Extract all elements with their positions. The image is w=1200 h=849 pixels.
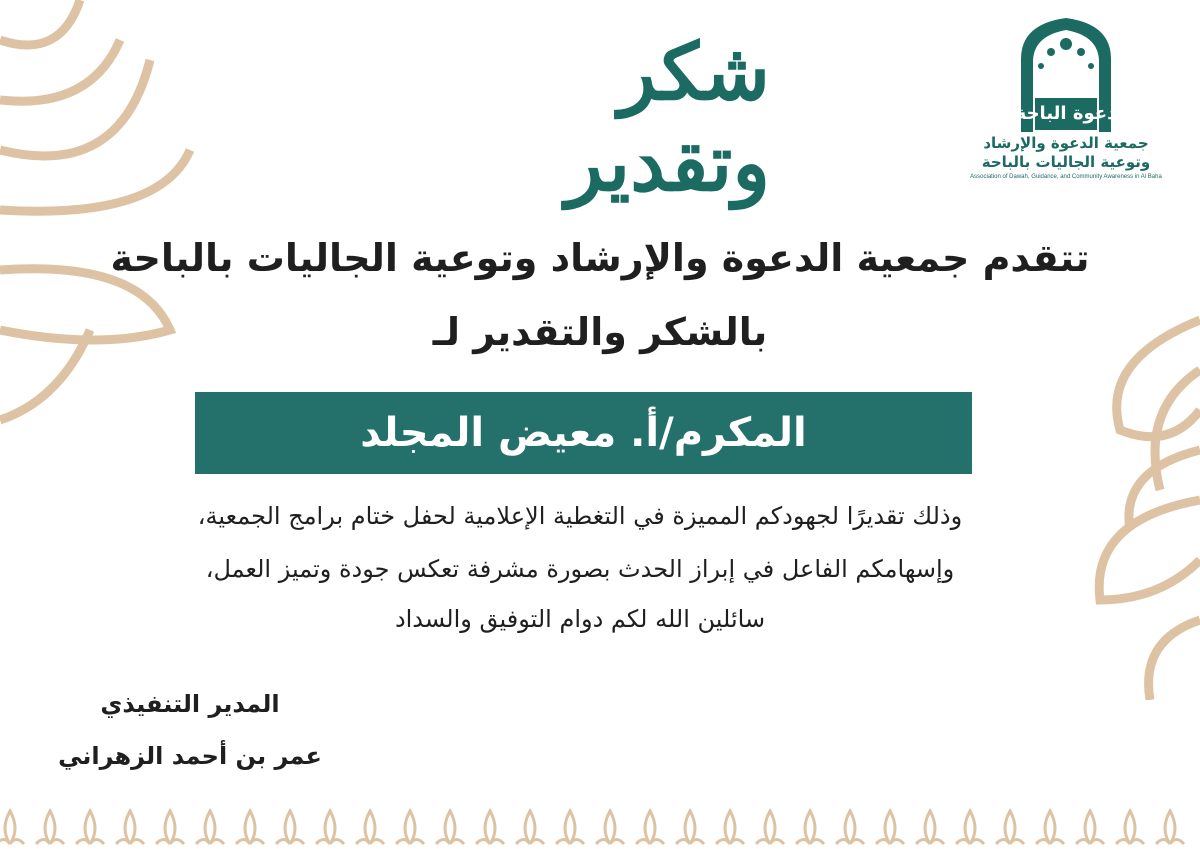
border-motif (1036, 811, 1064, 844)
border-motif (1116, 811, 1144, 844)
border-motif (916, 811, 944, 844)
border-motif (596, 811, 624, 844)
border-motif (0, 811, 24, 844)
border-motif (196, 811, 224, 844)
logo-name-line-1: جمعية الدعوة والإرشاد (983, 134, 1149, 152)
border-motif (436, 811, 464, 844)
logo-name-line-2: وتوعية الجاليات بالباحة (981, 153, 1151, 171)
honoree-name: المكرم/أ. معيض المجلد (360, 410, 807, 456)
border-motif (1156, 811, 1184, 844)
border-motif (956, 811, 984, 844)
border-motif (356, 811, 384, 844)
border-motif (1076, 811, 1104, 844)
border-motif (276, 811, 304, 844)
border-motif (76, 811, 104, 844)
body-line-3: سائلين الله لكم دوام التوفيق والسداد (394, 605, 766, 633)
signature-role: المدير التنفيذي (100, 690, 280, 718)
certificate-title: شكر وتقدير (565, 27, 770, 209)
border-motif (756, 811, 784, 844)
border-motif (316, 811, 344, 844)
signature-name: عمر بن أحمد الزهراني (58, 742, 322, 770)
border-motif (116, 811, 144, 844)
border-motif (796, 811, 824, 844)
honoree-banner (195, 392, 972, 474)
body-line-1: وذلك تقديرًا لجهودكم المميزة في التغطية الإعلامية لحفل ختام برامج الجمعية، (197, 502, 963, 530)
border-motif (36, 811, 64, 844)
logo-name-english: Association of Dawah, Guidance, and Community Awareness in Al Baha (970, 174, 1162, 180)
bottom-decorative-border (0, 799, 1200, 849)
body-line-2: وإسهامكم الفاعل في إبراز الحدث بصورة مشرفة تعكس جودة وتميز العمل، (205, 555, 955, 583)
intro-line-2: بالشكر والتقدير لـ (432, 310, 768, 354)
border-motif (996, 811, 1024, 844)
logo-emblem (1011, 14, 1121, 134)
border-motif (236, 811, 264, 844)
border-motif (396, 811, 424, 844)
border-motif (516, 811, 544, 844)
border-motif (836, 811, 864, 844)
association-logo (956, 14, 1176, 180)
floral-ornament-top-left (0, 0, 200, 430)
border-motif (876, 811, 904, 844)
border-motif (156, 811, 184, 844)
border-motif (716, 811, 744, 844)
logo-mark-text: دعوة الباحة (1015, 103, 1117, 124)
intro-line-1: تتقدم جمعية الدعوة والإرشاد وتوعية الجاليات بالباحة (110, 236, 1090, 280)
floral-ornament-right (1080, 300, 1200, 700)
border-motif (676, 811, 704, 844)
border-motif (476, 811, 504, 844)
border-motif (556, 811, 584, 844)
border-motif (636, 811, 664, 844)
